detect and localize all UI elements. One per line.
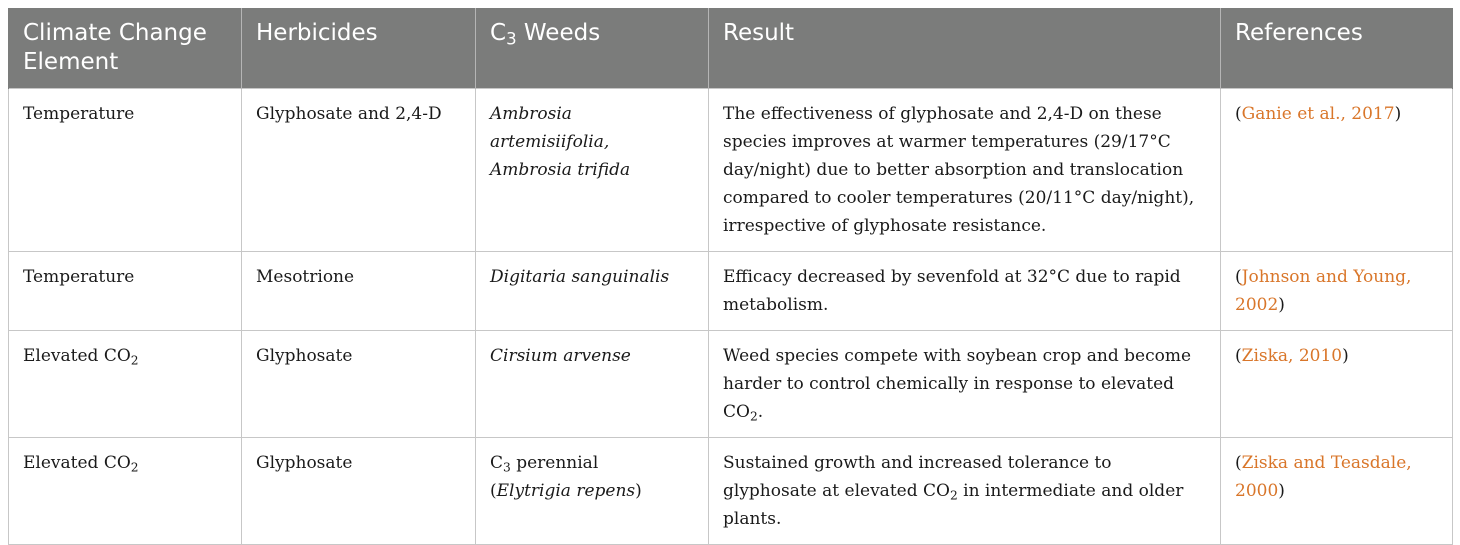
header-herbicides-label: Herbicides — [256, 20, 378, 46]
header-references — [1221, 8, 1453, 89]
cell-weeds: Digitaria sanguinalis — [476, 252, 709, 331]
table-row — [9, 89, 1453, 252]
header-climate-change-element — [9, 8, 242, 89]
header-c3-weeds-pre: C — [490, 20, 507, 46]
cell-reference — [1221, 438, 1453, 545]
ref-close-paren: ) — [1278, 481, 1285, 501]
cell-weeds — [476, 438, 709, 545]
reference-link[interactable]: Johnson and Young, 2002 — [1235, 267, 1412, 315]
cell-weeds: Ambrosia artemisiifolia, Ambrosia trifida — [476, 89, 709, 252]
weeds-text-end: perennial — [510, 453, 599, 473]
result-text: Sustained growth and increased tolerance to glyphosate at elevated CO — [723, 453, 1112, 501]
result-text-end: in intermediate and older plants. — [723, 481, 1184, 529]
result-subscript: 2 — [949, 488, 958, 503]
cell-herbicide: Glyphosate — [242, 331, 476, 438]
header-c3-weeds-subscript: 3 — [506, 29, 517, 49]
header-row — [9, 8, 1453, 89]
weeds-subscript: 3 — [503, 460, 511, 475]
table-row — [9, 331, 1453, 438]
herbicide-climate-table — [8, 8, 1453, 545]
table-body — [9, 89, 1453, 545]
cell-result — [709, 331, 1221, 438]
element-subscript: 2 — [130, 353, 139, 368]
cell-reference — [1221, 89, 1453, 252]
header-herbicides — [242, 8, 476, 89]
weeds-text: C — [490, 453, 504, 473]
ref-close-paren: ) — [1278, 295, 1285, 315]
ref-close-paren: ) — [1342, 346, 1349, 366]
cell-herbicide: Glyphosate and 2,4-D — [242, 89, 476, 252]
element-subscript: 2 — [130, 460, 139, 475]
weeds-open-paren: ( — [490, 481, 497, 501]
weeds-close-paren: ) — [635, 481, 642, 501]
table-row — [9, 252, 1453, 331]
header-c3-weeds — [476, 8, 709, 89]
header-climate-change-element-label: Climate Change Element — [23, 20, 207, 75]
element-text: Elevated CO — [23, 453, 131, 473]
ref-open-paren: ( — [1235, 267, 1242, 287]
ref-open-paren: ( — [1235, 453, 1242, 473]
cell-herbicide: Mesotrione — [242, 252, 476, 331]
cell-element — [9, 331, 242, 438]
cell-element: Temperature — [9, 252, 242, 331]
cell-weeds: Cirsium arvense — [476, 331, 709, 438]
ref-open-paren: ( — [1235, 104, 1242, 124]
header-result-label: Result — [723, 20, 795, 46]
reference-link[interactable]: Ziska and Teasdale, 2000 — [1235, 453, 1412, 501]
cell-reference — [1221, 331, 1453, 438]
cell-element: Temperature — [9, 89, 242, 252]
ref-open-paren: ( — [1235, 346, 1242, 366]
header-c3-weeds-post: Weeds — [516, 20, 601, 46]
cell-reference — [1221, 252, 1453, 331]
reference-link[interactable]: Ganie et al., 2017 — [1241, 104, 1395, 124]
element-text: Elevated CO — [23, 346, 131, 366]
ref-close-paren: ) — [1394, 104, 1402, 124]
result-text-end: . — [757, 402, 764, 422]
header-result — [709, 8, 1221, 89]
cell-result — [709, 438, 1221, 545]
reference-link[interactable]: Ziska, 2010 — [1241, 346, 1343, 366]
header-references-label: References — [1235, 20, 1363, 46]
weeds-species-name: Elytrigia repens — [496, 481, 636, 501]
cell-result: The effectiveness of glyphosate and 2,4-D on these species improves at warmer temperatures (29/17°C day/night) due to better absorption and translocation compared to cooler temperatures (20/11°C day/night), irrespective of glyphosate resistance. — [709, 89, 1221, 252]
result-subscript: 2 — [749, 409, 758, 424]
cell-result: Efficacy decreased by sevenfold at 32°C due to rapid metabolism. — [709, 252, 1221, 331]
table-header — [9, 8, 1453, 89]
table-row — [9, 438, 1453, 545]
cell-element — [9, 438, 242, 545]
result-text: Weed species compete with soybean crop and become harder to control chemically in response to elevated CO — [723, 346, 1192, 422]
cell-herbicide: Glyphosate — [242, 438, 476, 545]
